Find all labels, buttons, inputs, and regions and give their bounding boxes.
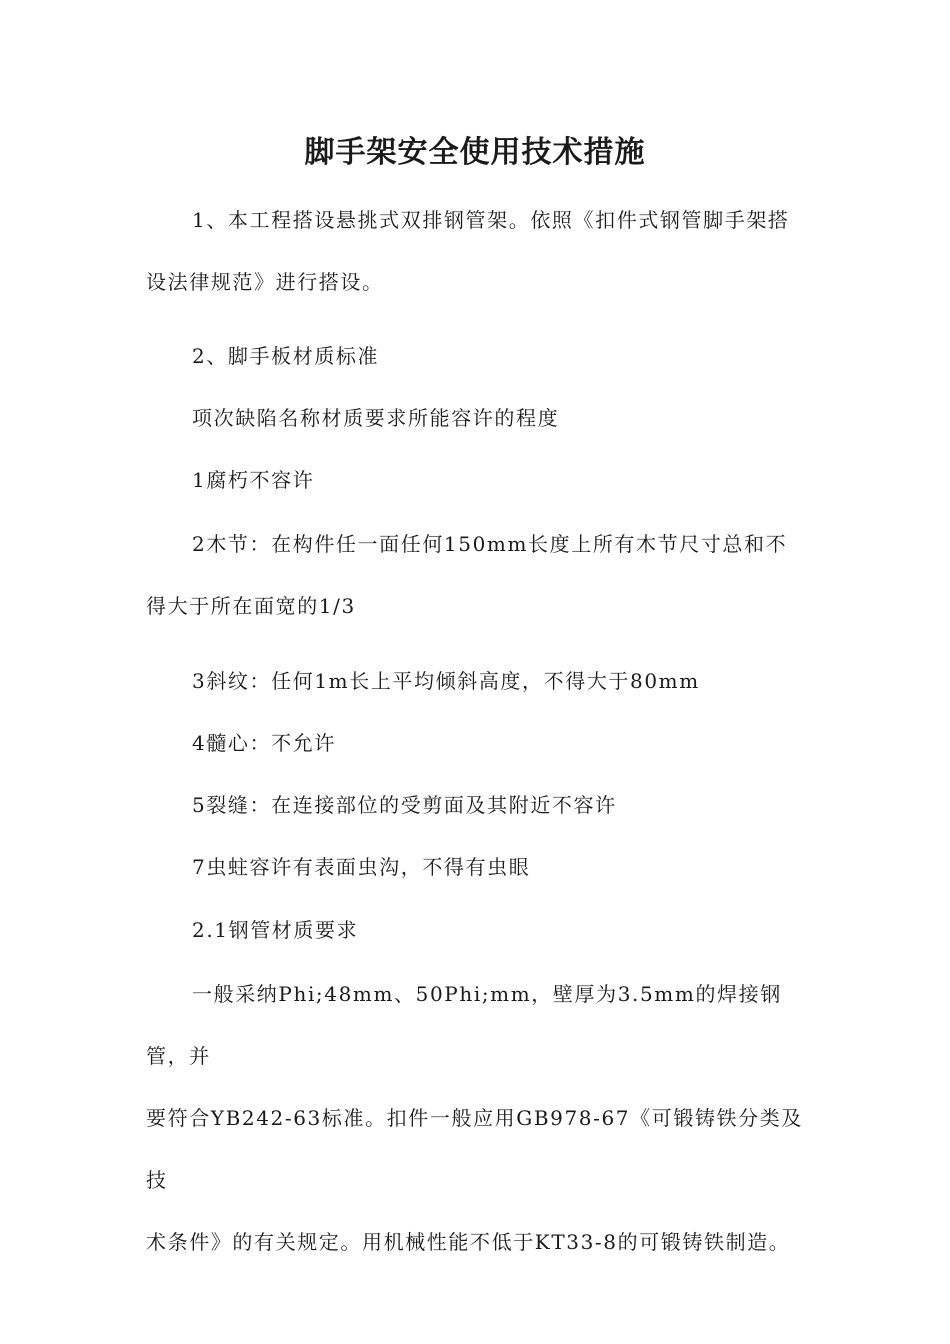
paragraph-8: 5裂缝：在连接部位的受剪面及其附近不容许 [192, 793, 617, 817]
paragraph-7: 4髓心：不允许 [192, 731, 336, 755]
paragraph-line: 得大于所在面宽的1/3 [146, 594, 356, 618]
paragraph-3: 项次缺陷名称材质要求所能容许的程度 [192, 406, 560, 430]
paragraph-1 [146, 189, 808, 313]
paragraph-line: 设法律规范》进行搭设。 [146, 270, 384, 294]
paragraph-11 [146, 963, 808, 1273]
paragraph-line: 2木节：在构件任一面任何150mm长度上所有木节尺寸总和不 [192, 532, 788, 556]
paragraph-6: 3斜纹：任何1m长上平均倾斜高度，不得大于80mm [192, 669, 700, 693]
paragraph-line: 要符合YB242-63标准。扣件一般应用GB978-67《可锻铸铁分类及技 [146, 1106, 803, 1192]
paragraph-10: 2.1钢管材质要求 [192, 918, 359, 942]
paragraph-line: 一般采纳Phi;48mm、50Phi;mm，壁厚为3.5mm的焊接钢管，并 [146, 982, 782, 1068]
paragraph-9: 7虫蛀容许有表面虫沟，不得有虫眼 [192, 855, 531, 879]
paragraph-line: 术条件》的有关规定。用机械性能不低于KT33-8的可锻铸铁制造。 [146, 1230, 791, 1254]
paragraph-5 [146, 513, 808, 637]
document-title: 脚手架安全使用技术措施 [304, 135, 646, 170]
paragraph-4: 1腐朽不容许 [192, 468, 315, 492]
paragraph-2: 2、脚手板材质标准 [192, 344, 380, 368]
paragraph-line: 1、本工程搭设悬挑式双排钢管架。依照《扣件式钢管脚手架搭 [192, 208, 790, 232]
